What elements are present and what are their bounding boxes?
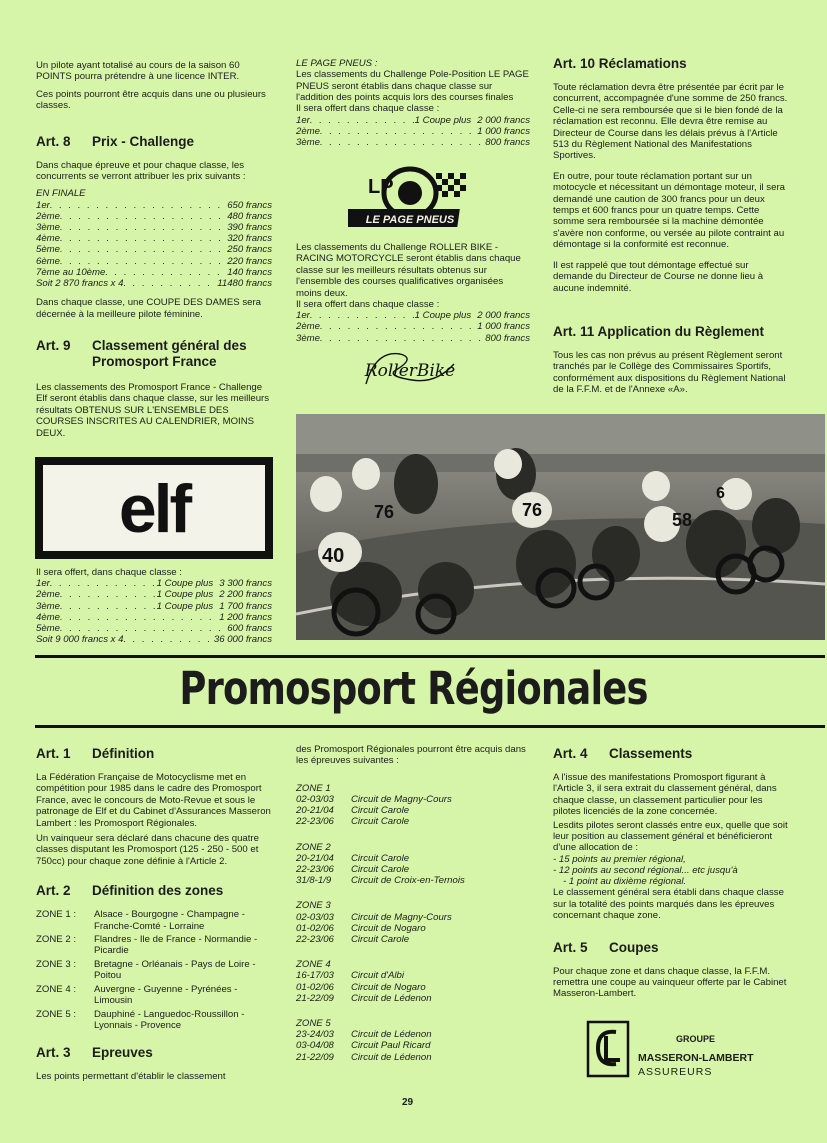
event-circuit: Circuit de Lédenon — [351, 1029, 432, 1041]
prize-rank: 3ème — [296, 137, 320, 149]
dot-leader — [60, 601, 157, 612]
zone-label: ZONE 3 : — [36, 958, 76, 970]
top-left-column — [36, 60, 272, 445]
event-zone — [296, 959, 530, 1004]
prize-row — [36, 278, 272, 289]
event-circuit: Circuit de Lédenon — [351, 1051, 432, 1063]
event-date: 20-21/04 — [296, 805, 334, 817]
event-date: 23-24/03 — [296, 1029, 334, 1041]
prize-amount: 800 francs — [485, 332, 530, 344]
art1-p2: Un vainqueur sera déclaré dans chacune des quatre classes disputant les Promosport (125 - 250 - 500 et 750cc) pour chaque zone définie à l'Article 2. — [36, 833, 259, 867]
top-right-column — [553, 56, 788, 402]
event-circuit: Circuit de Magny-Cours — [351, 911, 452, 923]
prize-rank: 1er — [36, 578, 50, 590]
event-circuit: Circuit Carole — [351, 816, 410, 828]
bottom-right-column — [553, 746, 788, 1006]
zone-label: ZONE 4 : — [36, 983, 76, 995]
prize-rank: 2ème — [296, 321, 320, 333]
prize-rank: 3ème — [36, 222, 60, 234]
art8-title: Prix - Challenge — [92, 133, 195, 149]
prize-amount: 390 francs — [227, 222, 272, 234]
prize-row — [36, 267, 272, 278]
dot-leader — [123, 634, 213, 645]
art11-title: Application du Règlement — [597, 323, 765, 339]
art11-number: Art. 11 — [553, 323, 595, 339]
event-circuit: Circuit de Nogaro — [351, 922, 426, 934]
prize-amount: 3 300 francs — [219, 578, 272, 590]
prize-row — [296, 333, 530, 344]
event-row — [296, 805, 530, 816]
prize-amount: 1 200 francs — [219, 611, 272, 623]
art8-heading — [36, 134, 272, 150]
event-circuit: Circuit Paul Ricard — [351, 1040, 431, 1052]
prize-rank: 1er — [36, 199, 50, 211]
art4-heading — [553, 746, 788, 762]
pneus-text: Les classements du Challenge Pole-Position LE PAGE PNEUS seront établis dans chaque classe sur l'addition des points acquis lors des courses finales — [296, 69, 529, 104]
event-zone — [296, 900, 530, 945]
dot-leader — [50, 578, 157, 589]
art8-prize-table — [36, 188, 272, 289]
zone-definition — [36, 909, 272, 932]
event-zone-name: ZONE 4 — [296, 959, 331, 971]
prize-rank: 6ème — [36, 255, 60, 267]
dot-leader — [310, 115, 415, 126]
intro-paragraph: Un pilote ayant totalisé au cours de la saison 60 POINTS pourra prétendre à une licence INTER. — [36, 60, 240, 83]
prize-row — [296, 137, 530, 148]
race-number-6: 6 — [716, 485, 725, 502]
pneus-offer: Il sera offert dans chaque classe : — [296, 103, 440, 115]
roller-text: Les classements du Challenge ROLLER BIKE - RACING MOTORCYCLE seront établis dans chaque classe sur les meilleurs résultats obtenus sur l'ensemble des courses qualificatives organisées moins deux. — [296, 242, 521, 299]
dot-leader — [310, 310, 415, 321]
pneus-logo-mark: LP — [368, 176, 394, 198]
art5-number: Art. 5 — [553, 939, 588, 955]
event-row — [296, 982, 530, 993]
art4-title: Classements — [609, 746, 693, 761]
prize-amount: 650 francs — [227, 199, 272, 211]
elf-offer: Il sera offert, dans chaque classe : — [36, 567, 182, 578]
event-date: 22-23/06 — [296, 934, 334, 946]
dot-leader — [50, 200, 227, 211]
art11-heading — [553, 324, 788, 340]
event-zone-name: ZONE 2 — [296, 841, 331, 853]
prize-row — [36, 601, 272, 612]
art4-bullet: - 12 points au second régional... etc jusqu'à — [553, 865, 738, 877]
event-row — [296, 853, 530, 864]
prize-row — [36, 211, 272, 222]
elf-logo-text: elf — [118, 471, 190, 547]
prize-row — [36, 256, 272, 267]
event-row — [296, 970, 530, 981]
art4-number: Art. 4 — [553, 746, 588, 761]
art3-heading — [36, 1045, 272, 1061]
roller-prize-table — [296, 299, 530, 344]
art2-number: Art. 2 — [36, 883, 71, 899]
prize-row — [36, 589, 272, 600]
prize-rank: 5ème — [36, 623, 60, 635]
event-date: 20-21/04 — [296, 852, 334, 864]
dot-leader — [320, 321, 477, 332]
prize-row — [36, 244, 272, 255]
event-zone-name: ZONE 3 — [296, 900, 331, 912]
event-circuit: Circuit Carole — [351, 805, 410, 817]
event-date: 31/8-1/9 — [296, 875, 332, 887]
masseron-lambert-logo — [586, 1020, 786, 1084]
prize-rank: 4ème — [36, 611, 60, 623]
art2-title: Définition des zones — [92, 883, 224, 899]
zone-regions: Bretagne - Orléanais - Pays de Loire - Poitou — [94, 958, 256, 982]
ml-logo-line2: MASSERON-LAMBERT — [638, 1052, 754, 1064]
prize-rank: 5ème — [36, 244, 60, 256]
event-row — [296, 1052, 530, 1063]
prize-cup: 1 Coupe plus — [414, 114, 472, 126]
event-zone-name: ZONE 5 — [296, 1018, 331, 1030]
zone-definition — [36, 959, 272, 982]
roller-bike-logo — [356, 344, 464, 394]
prize-cup: 1 Coupe plus — [414, 310, 472, 322]
race-number-76b: 76 — [522, 500, 543, 520]
race-number-40: 40 — [322, 545, 345, 567]
zone-regions: Dauphiné - Languedoc-Roussillon - Lyonnais - Provence — [94, 1008, 245, 1031]
event-circuit: Circuit de Nogaro — [351, 981, 426, 993]
art4-p2: Lesdits pilotes seront classés entre eux, quelle que soit leur position au classement général et bénéficieront d'une allocation de : — [553, 819, 788, 854]
art8-subtitle: EN FINALE — [36, 188, 86, 200]
prize-row — [36, 222, 272, 233]
section-title: Promosport Régionales — [179, 662, 648, 715]
event-circuit: Circuit de Magny-Cours — [351, 794, 452, 806]
zone-definition — [36, 984, 272, 1007]
event-row — [296, 993, 530, 1004]
prize-row — [296, 126, 530, 137]
dot-leader — [60, 222, 227, 233]
dot-leader — [105, 267, 227, 278]
prize-row — [296, 321, 530, 332]
prize-amount: 250 francs — [227, 244, 272, 256]
event-row — [296, 816, 530, 827]
event-zone — [296, 783, 530, 828]
roller-logo-text: RollerBike — [364, 361, 456, 381]
prize-cup: 1 Coupe plus — [156, 589, 214, 601]
event-date: 03-04/08 — [296, 1040, 334, 1052]
event-row — [296, 864, 530, 875]
bottom-left-column — [36, 746, 272, 1089]
event-circuit: Circuit Carole — [351, 864, 410, 876]
event-row — [296, 934, 530, 945]
prize-amount: 1 000 francs — [477, 125, 530, 137]
banner-top-rule — [35, 655, 825, 658]
zone-regions: Alsace - Bourgogne - Champagne - Franche-Comté - Lorraine — [94, 909, 245, 932]
prize-rank: 7ème au 10ème — [36, 266, 106, 278]
art8-text: Dans chaque épreuve et pour chaque classe, les concurrents se verront attribuer les prix suivants : — [36, 159, 246, 183]
art10-title: Réclamations — [598, 56, 687, 71]
prize-rank: 1er — [296, 310, 310, 322]
art3-p1: Les points permettant d'établir le classement — [36, 1071, 226, 1083]
prize-rank: 3ème — [36, 600, 60, 612]
prize-rank: 2ème — [36, 210, 60, 222]
art10-p1: Toute réclamation devra être présentée par écrit par le concurrent, accompagnée d'une somme de 250 francs. Celle-ci ne sera remboursée que si le bien fondé de la réclamation est reconnu. Elle devra être remise au Directeur de Course dans les délais prévus à l'Article 513 du Règlement National des Manifestations Sportives. — [553, 82, 788, 162]
dot-leader — [60, 256, 227, 267]
bottom-middle-column — [296, 744, 530, 1077]
event-circuit: Circuit de Croix-en-Ternois — [351, 875, 465, 887]
racing-photo — [296, 414, 825, 640]
event-date: 21-22/09 — [296, 1051, 334, 1063]
prize-rank: 4ème — [36, 233, 60, 245]
art1-number: Art. 1 — [36, 746, 71, 761]
prize-row — [296, 115, 530, 126]
art4-bullet: - 15 points au premier régional, — [553, 853, 686, 865]
prize-row — [36, 623, 272, 634]
art11-p1: Tous les cas non prévus au présent Règlement seront tranchés par le Collège des Commissaires Sportifs, conformément aux dispositions du Règlement National de la F.F.M. et de l'Annexe «A». — [553, 349, 786, 396]
art4-bullets — [553, 854, 788, 888]
event-circuit: Circuit de Lédenon — [351, 992, 432, 1004]
zone-label: ZONE 1 : — [36, 909, 76, 921]
ml-logo-line1: GROUPE — [676, 1034, 716, 1044]
events-intro: des Promosport Régionales pourront être acquis dans les épreuves suivantes : — [296, 744, 526, 767]
art9-text: Les classements des Promosport France - Challenge Elf seront établis dans chaque classe, sur les meilleurs résultats OBTENUS SUR L'ENSEMBLE DES COURSES INSCRITES AU CALENDRIER, MOINS DEUX. — [36, 382, 270, 439]
art1-heading — [36, 746, 272, 762]
zone-label: ZONE 2 : — [36, 934, 76, 946]
event-date: 01-02/06 — [296, 981, 334, 993]
prize-rank: 2ème — [36, 589, 60, 601]
event-date: 22-23/06 — [296, 816, 334, 828]
event-date: 16-17/03 — [296, 970, 334, 982]
prize-rank: Soit 2 870 francs x 4 — [36, 278, 124, 290]
art4-p1: A l'issue des manifestations Promosport figurant à l'Article 3, il sera extrait du classement général, dans chaque classe, un classement particulier pour les pilotes licenciés de la zone concernée. — [553, 772, 777, 818]
prize-amount: 480 francs — [227, 210, 272, 222]
prize-row — [296, 310, 530, 321]
prize-amount: 320 francs — [227, 233, 272, 245]
event-circuit: Circuit Carole — [351, 852, 410, 864]
prize-rank: 3ème — [296, 332, 320, 344]
page-number: 29 — [402, 1097, 414, 1108]
prize-row — [36, 634, 272, 645]
prize-amount: 140 francs — [227, 266, 272, 278]
art1-title: Définition — [92, 746, 155, 761]
prize-amount: 600 francs — [227, 623, 272, 635]
event-zone-name: ZONE 1 — [296, 782, 331, 794]
event-row — [296, 1029, 530, 1040]
prize-row — [36, 233, 272, 244]
prize-rank: 1er — [296, 114, 310, 126]
event-circuit: Circuit d'Albi — [351, 970, 405, 982]
art10-heading — [553, 56, 788, 72]
prize-row — [36, 578, 272, 589]
dot-leader — [320, 333, 485, 344]
prize-amount: 2 000 francs — [477, 114, 530, 126]
art4-p3: Le classement général sera établi dans chaque classe sur la totalité des points marqués dans les épreuves concernant chaque zone. — [553, 887, 784, 922]
event-date: 02-03/03 — [296, 911, 334, 923]
dot-leader — [60, 233, 227, 244]
event-zone — [296, 842, 530, 887]
dot-leader — [60, 589, 157, 600]
prize-amount: 11480 francs — [217, 278, 272, 290]
prize-cup: 1 Coupe plus — [156, 600, 214, 612]
prize-amount: 800 francs — [485, 137, 530, 149]
art8-number: Art. 8 — [36, 133, 71, 149]
zone-definition — [36, 1009, 272, 1032]
pneus-title: LE PAGE PNEUS : — [296, 58, 378, 69]
art10-p3: Il est rappelé que tout démontage effectué sur demande du Directeur de Course ne donne lieu à aucune indemnité. — [553, 259, 764, 294]
art5-p1: Pour chaque zone et dans chaque classe, la F.F.M. remettra une coupe au vainqueur offerte par le Cabinet Masseron-Lambert. — [553, 965, 787, 1000]
dot-leader — [60, 211, 227, 222]
elf-logo — [35, 457, 273, 559]
race-number-58: 58 — [672, 510, 693, 530]
zone-list — [36, 909, 272, 1031]
prize-row — [36, 200, 272, 211]
dot-leader — [60, 623, 227, 634]
dot-leader — [60, 612, 219, 623]
prize-amount: 2 000 francs — [477, 310, 530, 322]
top-middle-column — [296, 58, 530, 156]
dames-paragraph: Dans chaque classe, une COUPE DES DAMES sera décernée à la meilleure pilote féminine. — [36, 297, 262, 320]
le-page-pneus-logo — [348, 165, 472, 233]
event-date: 21-22/09 — [296, 992, 334, 1004]
event-row — [296, 923, 530, 934]
art5-title: Coupes — [609, 939, 659, 955]
art1-p1: La Fédération Française de Motocyclisme met en compétition pour 1985 dans le cadre des Promosport France, avec le concours de Moto-Revue et sous le patronage de Elf et du Cabinet d'Assurances Masseron Lambert : les Promosport Régionales. — [36, 772, 271, 829]
art4-bullet: - 1 point au dixième régional. — [563, 876, 687, 888]
art10-p2: En outre, pour toute réclamation portant sur un motocycle et nécessitant un démontage moteur, il sera demandé une caution de 300 francs pour un deux temps et 600 francs pour un quatre temps. Cette somme sera remboursée si la machine démontée s'avère non conforme, ou versée au pilote contraint au démontage si la conformité est reconnue. — [553, 170, 785, 251]
event-circuit: Circuit Carole — [351, 934, 410, 946]
dot-leader — [320, 137, 485, 148]
event-row — [296, 794, 530, 805]
prize-row — [36, 612, 272, 623]
art5-heading — [553, 940, 788, 956]
art9-number: Art. 9 — [36, 338, 71, 354]
prize-amount: 1 000 francs — [477, 321, 530, 333]
prize-rank: 2ème — [296, 125, 320, 137]
zone-label: ZONE 5 : — [36, 1008, 76, 1020]
race-number-76a: 76 — [374, 502, 395, 522]
prize-amount: 220 francs — [227, 255, 272, 267]
event-row — [296, 875, 530, 886]
art10-number: Art. 10 — [553, 56, 596, 71]
art3-number: Art. 3 — [36, 1045, 71, 1061]
ml-logo-line3: ASSUREURS — [638, 1066, 713, 1078]
dot-leader — [320, 126, 477, 137]
art9-title: Classement général des Promosport France — [92, 338, 247, 370]
event-date: 01-02/06 — [296, 922, 334, 934]
prize-amount: 1 700 francs — [219, 600, 272, 612]
banner-bottom-rule — [35, 725, 825, 728]
prize-cup: 1 Coupe plus — [156, 578, 214, 590]
roller-offer: Il sera offert dans chaque classe : — [296, 299, 440, 311]
zone-definition — [36, 934, 272, 957]
pneus-prize-table — [296, 103, 530, 148]
roller-section — [296, 242, 530, 352]
zone-regions: Auvergne - Guyenne - Pyrénées - Limousin — [94, 983, 238, 1007]
event-row — [296, 912, 530, 923]
prize-amount: 36 000 francs — [213, 634, 272, 646]
art3-title: Epreuves — [92, 1045, 153, 1061]
art2-heading — [36, 883, 272, 899]
zone-regions: Flandres - Ile de France - Normandie - Picardie — [94, 934, 258, 957]
event-row — [296, 1040, 530, 1051]
pneus-logo-text: LE PAGE PNEUS — [365, 214, 455, 226]
dot-leader — [60, 244, 227, 255]
prize-amount: 2 200 francs — [219, 589, 272, 601]
prize-rank: Soit 9 000 francs x 4 — [36, 634, 124, 646]
event-date: 02-03/03 — [296, 794, 334, 806]
event-zone — [296, 1018, 530, 1063]
intro-paragraph-2: Ces points pourront être acquis dans une ou plusieurs classes. — [36, 88, 266, 112]
art9-heading — [36, 338, 272, 370]
elf-prizes — [36, 567, 272, 645]
event-date: 22-23/06 — [296, 864, 334, 876]
dot-leader — [123, 278, 217, 289]
